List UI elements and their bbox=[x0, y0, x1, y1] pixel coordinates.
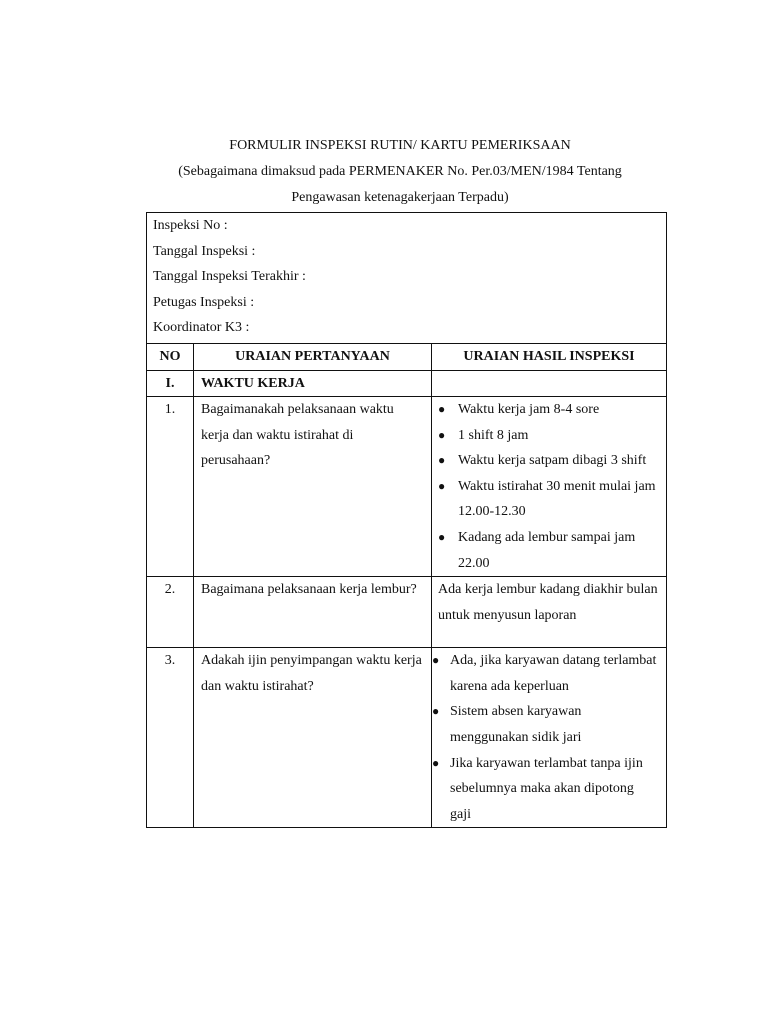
section-row bbox=[147, 370, 667, 397]
table-row bbox=[147, 397, 667, 577]
bullet-icon: ● bbox=[438, 478, 446, 493]
answer-list-item: ● Sistem absen karyawan menggunakan sidik jari bbox=[436, 699, 658, 750]
section-empty-cell bbox=[432, 370, 667, 397]
inspection-form-table bbox=[146, 212, 667, 828]
document-subtitle-line-2: Pengawasan ketenagakerjaan Terpadu) bbox=[291, 190, 509, 205]
row-question: Adakah ijin penyimpangan waktu kerja dan waktu istirahat? bbox=[194, 648, 432, 828]
answer-list-item: ● Waktu kerja satpam dibagi 3 shift bbox=[436, 448, 658, 474]
row-question: Bagaimana pelaksanaan kerja lembur? bbox=[194, 577, 432, 648]
column-header-question: URAIAN PERTANYAAN bbox=[194, 343, 432, 370]
table-row bbox=[147, 577, 667, 648]
column-header-no: NO bbox=[147, 343, 194, 370]
bullet-icon: ● bbox=[438, 402, 446, 417]
answer-list-item: ● Waktu kerja jam 8-4 sore bbox=[436, 397, 658, 423]
bullet-icon: ● bbox=[432, 653, 440, 668]
bullet-icon: ● bbox=[438, 427, 446, 442]
row-number: 3. bbox=[147, 648, 194, 828]
koordinator-k3-field: Koordinator K3 : bbox=[153, 320, 250, 335]
bullet-icon: ● bbox=[438, 453, 446, 468]
bullet-icon: ● bbox=[432, 704, 440, 719]
row-answer: Ada kerja lembur kadang diakhir bulan untuk menyusun laporan bbox=[432, 577, 667, 648]
answer-list-item: ● Ada, jika karyawan datang terlambat karena ada keperluan bbox=[436, 648, 658, 699]
document-header bbox=[120, 133, 680, 211]
section-number: I. bbox=[147, 370, 194, 397]
row-question: Bagaimanakah pelaksanaan waktu kerja dan waktu istirahat di perusahaan? bbox=[194, 397, 432, 577]
answer-list-item: ● Waktu istirahat 30 menit mulai jam 12.00-12.30 bbox=[436, 474, 658, 525]
row-answer bbox=[432, 648, 667, 828]
tanggal-inspeksi-terakhir-field: Tanggal Inspeksi Terakhir : bbox=[153, 269, 306, 284]
answer-list bbox=[432, 648, 658, 827]
section-title: WAKTU KERJA bbox=[194, 370, 432, 397]
row-answer bbox=[432, 397, 667, 577]
petugas-inspeksi-field: Petugas Inspeksi : bbox=[153, 294, 255, 310]
row-number: 2. bbox=[147, 577, 194, 648]
answer-list bbox=[436, 397, 658, 576]
info-cell bbox=[147, 213, 667, 344]
bullet-icon: ● bbox=[438, 530, 446, 545]
bullet-icon: ● bbox=[432, 755, 440, 770]
document-subtitle-line-1: (Sebagaimana dimaksud pada PERMENAKER No. Per.03/MEN/1984 Tentang bbox=[178, 164, 622, 179]
column-header-result: URAIAN HASIL INSPEKSI bbox=[432, 343, 667, 370]
info-row bbox=[147, 213, 667, 344]
row-number: 1. bbox=[147, 397, 194, 577]
table-row bbox=[147, 648, 667, 828]
answer-list-item: ● Jika karyawan terlambat tanpa ijin sebelumnya maka akan dipotong gaji bbox=[436, 751, 658, 828]
document-title: FORMULIR INSPEKSI RUTIN/ KARTU PEMERIKSAAN bbox=[229, 138, 571, 153]
tanggal-inspeksi-field: Tanggal Inspeksi : bbox=[153, 243, 256, 259]
table-header-row bbox=[147, 343, 667, 370]
answer-list-item: ● 1 shift 8 jam bbox=[436, 423, 658, 449]
answer-list-item: ● Kadang ada lembur sampai jam 22.00 bbox=[436, 525, 658, 576]
inspeksi-no-field: Inspeksi No : bbox=[153, 218, 228, 233]
